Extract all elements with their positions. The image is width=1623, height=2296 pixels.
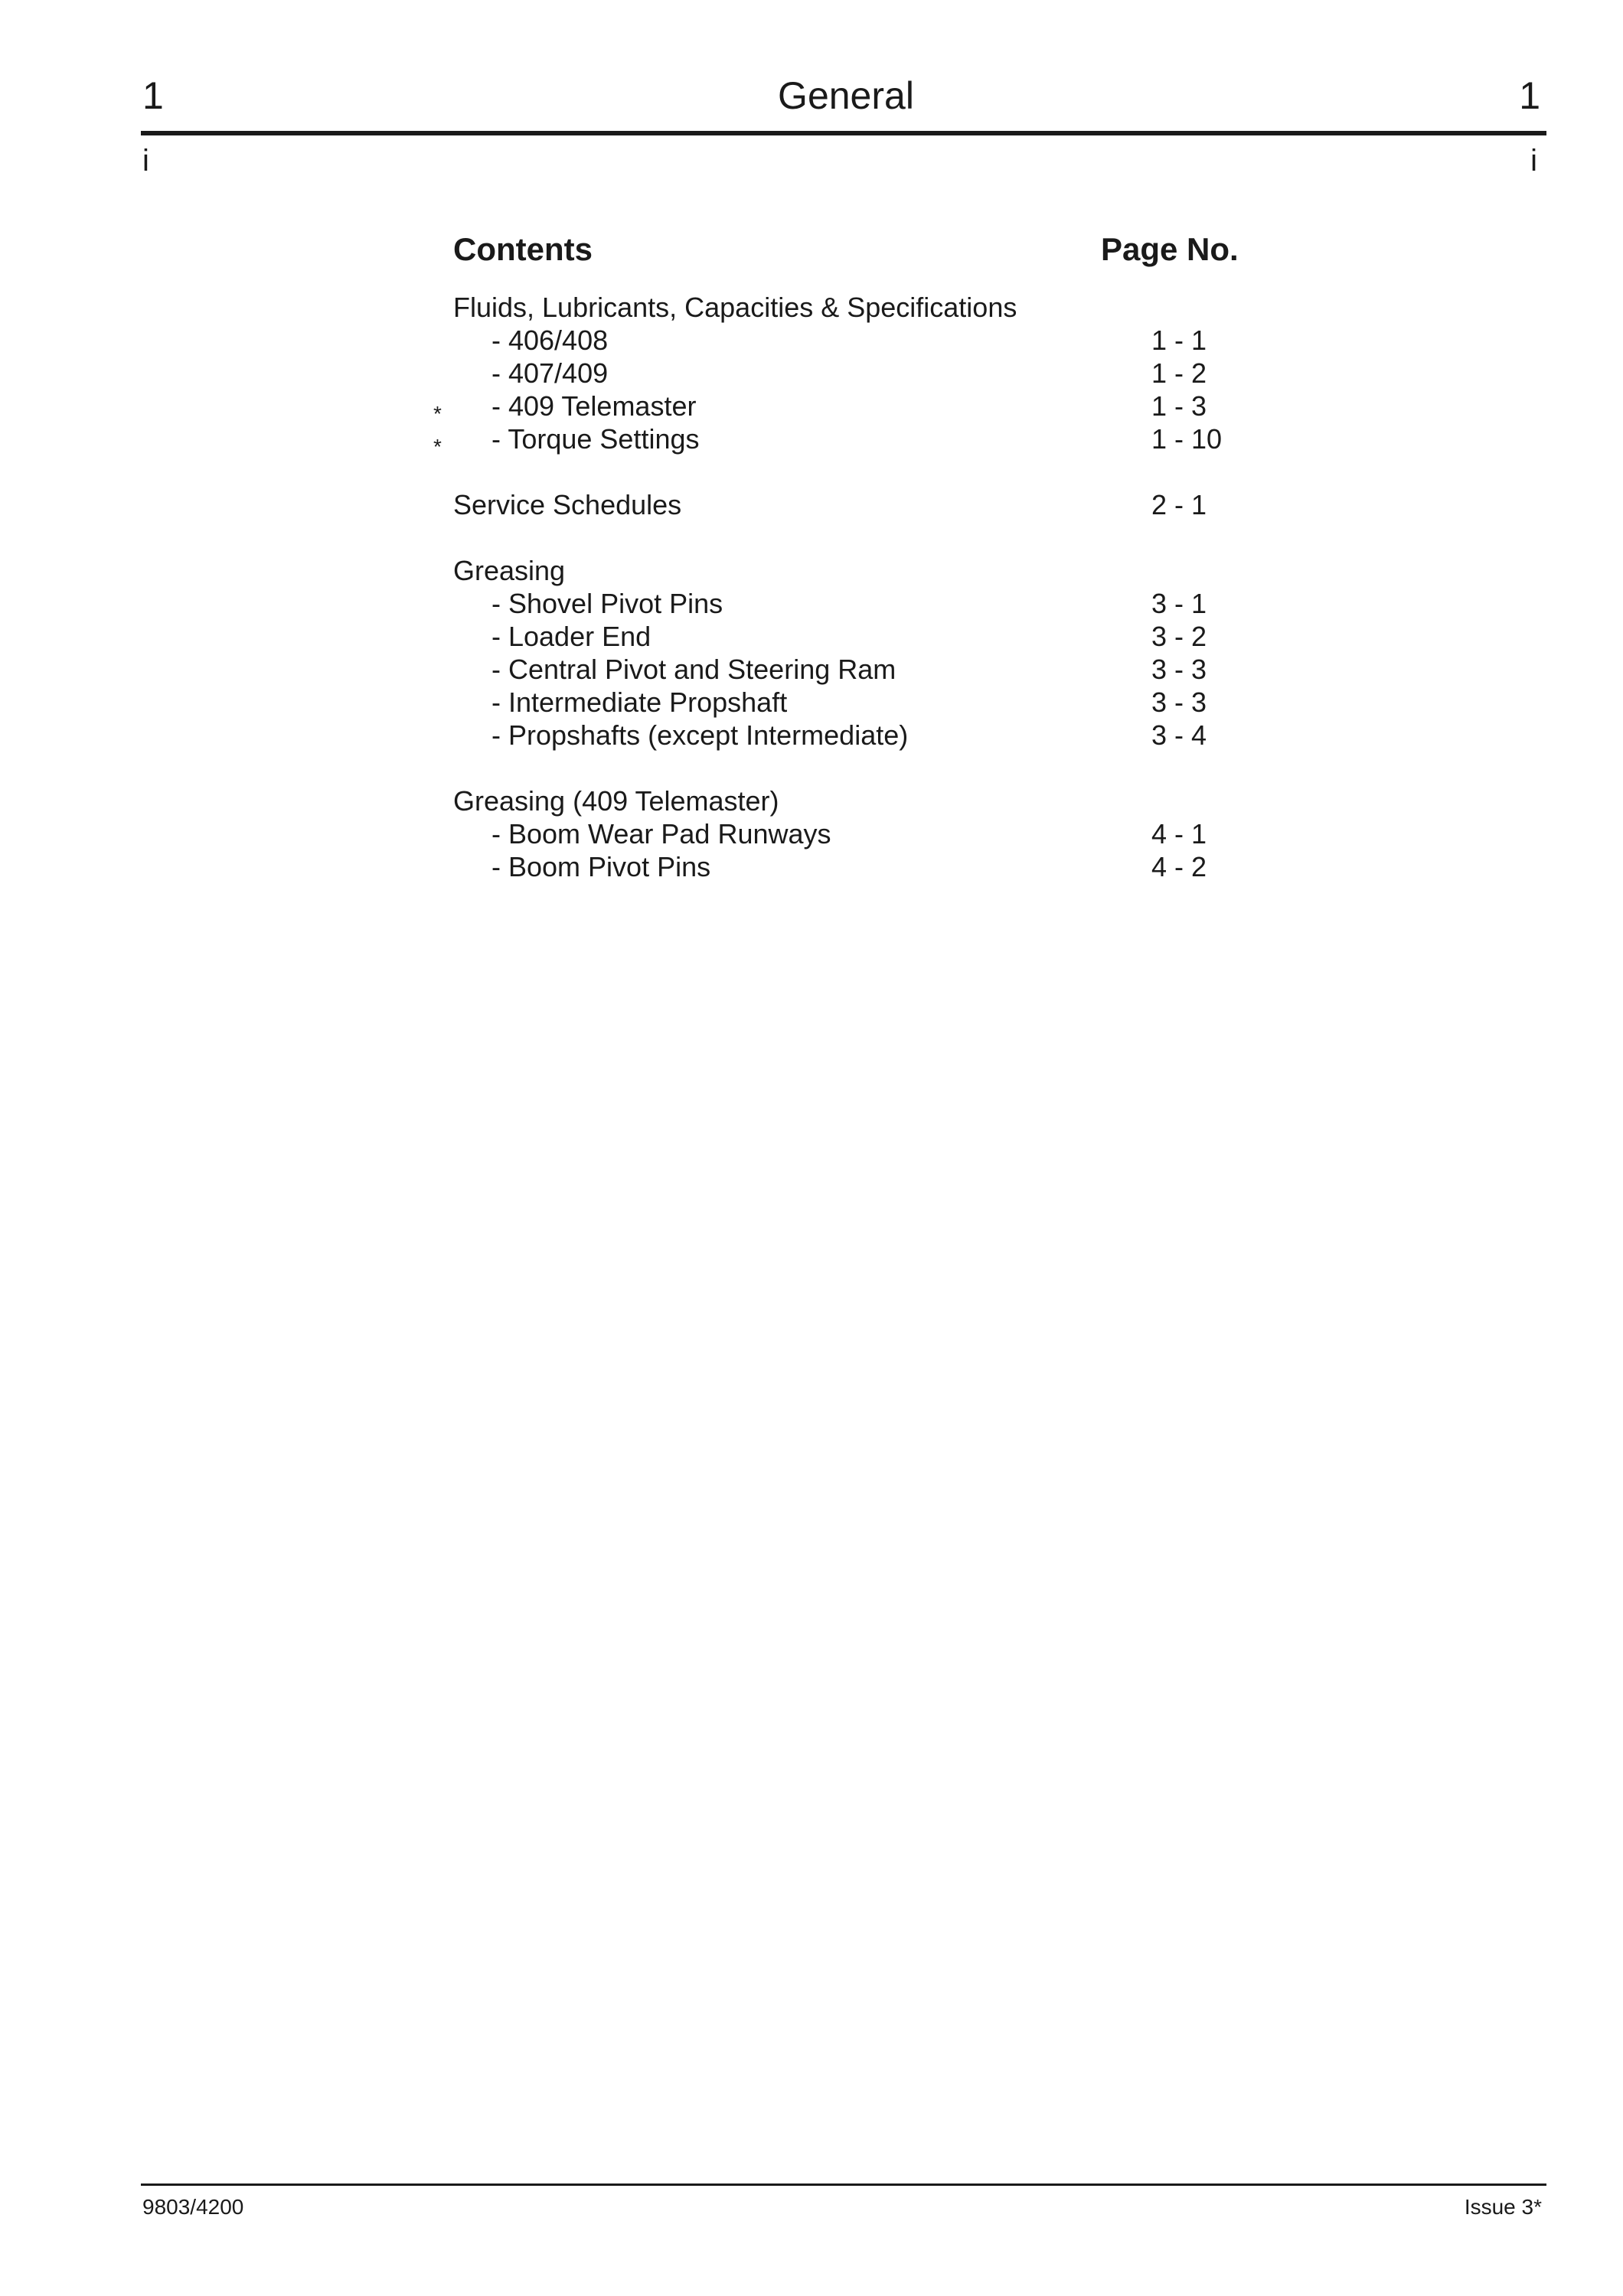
toc-page-number: 1 - 10 <box>1151 423 1223 455</box>
toc-entry-label: - Boom Pivot Pins <box>491 851 711 882</box>
toc-entry-label: - 406/408 <box>491 325 609 356</box>
toc-section-title-row <box>453 784 1295 817</box>
toc-section-title: Greasing (409 Telemaster) <box>453 785 779 817</box>
toc-section <box>453 488 1295 521</box>
toc-section-title-row <box>453 554 1295 587</box>
toc-heading-row <box>453 227 1295 272</box>
revision-marker: * <box>433 435 442 458</box>
toc-entry <box>453 357 1295 390</box>
toc-entry <box>453 653 1295 686</box>
toc-entry <box>433 390 1295 426</box>
toc-page-number: 1 - 2 <box>1151 357 1207 389</box>
toc-page-number: 1 - 3 <box>1151 390 1207 422</box>
page-number-right: i <box>1530 144 1537 178</box>
toc-page-number: 1 - 1 <box>1151 325 1207 356</box>
toc-entry-label: - Intermediate Propshaft <box>491 687 788 718</box>
toc-body <box>433 291 1295 883</box>
toc-entry-label: - Boom Wear Pad Runways <box>491 818 831 850</box>
toc-section <box>453 554 1295 752</box>
toc-page-number: 3 - 3 <box>1151 654 1207 685</box>
toc-entry <box>453 686 1295 719</box>
toc-page-number: 4 - 2 <box>1151 851 1207 882</box>
toc-page-number: 2 - 1 <box>1151 489 1207 520</box>
toc-section <box>453 784 1295 883</box>
footer-rule <box>141 2183 1546 2186</box>
contents-heading: Contents <box>453 231 593 267</box>
toc-section-title-row <box>453 291 1295 324</box>
table-of-contents <box>433 227 1295 883</box>
toc-entry-label: - Propshafts (except Intermediate) <box>491 719 909 751</box>
toc-section-title: Fluids, Lubricants, Capacities & Specifications <box>453 292 1017 323</box>
chapter-number-left: 1 <box>142 74 164 117</box>
chapter-number-right: 1 <box>1519 74 1540 117</box>
toc-section <box>433 291 1295 458</box>
toc-entry <box>453 817 1295 850</box>
toc-entry-label: - 409 Telemaster <box>491 390 697 422</box>
page-number-left: i <box>142 144 149 178</box>
toc-entry <box>453 850 1295 883</box>
page-title: General <box>778 74 914 117</box>
toc-entry <box>453 587 1295 620</box>
page-no-heading: Page No. <box>1101 231 1239 267</box>
toc-entry <box>453 620 1295 653</box>
toc-section-title: Service Schedules <box>453 489 682 520</box>
header-rule <box>141 131 1546 135</box>
toc-page-number: 4 - 1 <box>1151 818 1207 850</box>
toc-entry <box>453 719 1295 752</box>
toc-entry-label: - Torque Settings <box>491 423 700 455</box>
toc-page-number: 3 - 4 <box>1151 719 1207 751</box>
toc-entry-label: - Central Pivot and Steering Ram <box>491 654 896 685</box>
toc-entry <box>453 324 1295 357</box>
toc-entry <box>433 422 1295 458</box>
toc-page-number: 3 - 1 <box>1151 588 1207 619</box>
document-number: 9803/4200 <box>142 2195 244 2219</box>
issue-label: Issue 3* <box>1464 2195 1542 2219</box>
toc-entry-label: - Loader End <box>491 621 651 652</box>
toc-page-number: 3 - 3 <box>1151 687 1207 718</box>
toc-entry-label: - Shovel Pivot Pins <box>491 588 723 619</box>
toc-page-number: 3 - 2 <box>1151 621 1207 652</box>
toc-entry-label: - 407/409 <box>491 357 609 389</box>
toc-section-title-row <box>453 488 1295 521</box>
revision-marker: * <box>433 402 442 426</box>
toc-section-title: Greasing <box>453 555 566 586</box>
